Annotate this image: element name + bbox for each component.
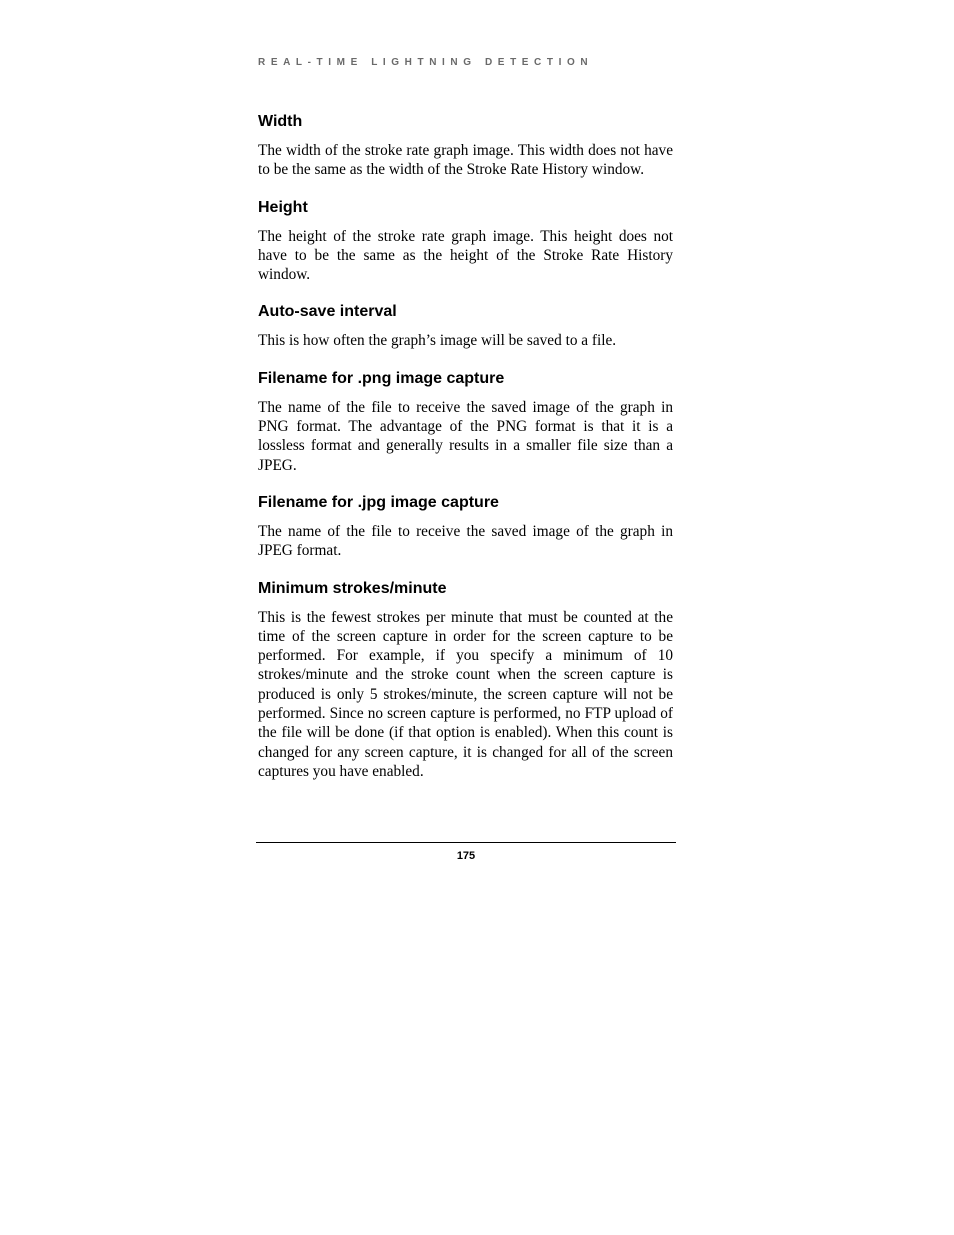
section-heading: Height bbox=[258, 198, 308, 216]
section-heading: Filename for .png image capture bbox=[258, 369, 505, 387]
section-heading: Width bbox=[258, 113, 303, 130]
section-jpg-filename bbox=[258, 493, 673, 561]
section-body: The name of the file to receive the saved image of the graph in PNG format. The advantage of the PNG format is that it is a lossless format and generally results in a smaller file size than a JPEG. bbox=[258, 398, 673, 474]
section-body: The height of the stroke rate graph image. This height does not have to be the same as the height of the Stroke Rate History window. bbox=[258, 227, 673, 284]
section-body: This is how often the graph’s image will be saved to a file. bbox=[258, 332, 617, 350]
section-heading: Auto-save interval bbox=[258, 303, 397, 321]
section-auto-save-interval bbox=[258, 302, 673, 350]
section-body: This is the fewest strokes per minute that must be counted at the time of the screen capture in order for the screen capture to be performed. For example, if you specify a minimum of 10 strokes/minute and the stroke count when the screen capture is produced is only 5 strokes/minute, the screen capture will not be performed. Since no screen capture is performed, no FTP upload of the file will be done (if that option is enabled). When this count is changed for any screen capture, it is changed for all of the screen captures you have enabled. bbox=[258, 608, 673, 780]
section-body: The width of the stroke rate graph image. This width does not have to be the same as the width of the Stroke Rate History window. bbox=[258, 142, 673, 179]
section-width bbox=[258, 112, 673, 180]
footer-divider bbox=[256, 842, 676, 843]
section-heading: Filename for .jpg image capture bbox=[258, 493, 499, 511]
running-header: REAL-TIME LIGHTNING DETECTION bbox=[258, 57, 594, 68]
section-png-filename bbox=[258, 369, 673, 475]
section-height bbox=[258, 198, 673, 285]
section-heading: Minimum strokes/minute bbox=[258, 579, 447, 597]
section-body: The name of the file to receive the saved image of the graph in JPEG format. bbox=[258, 522, 673, 560]
section-minimum-strokes bbox=[258, 579, 673, 782]
page-content bbox=[258, 112, 673, 799]
page-number: 175 bbox=[456, 850, 476, 862]
